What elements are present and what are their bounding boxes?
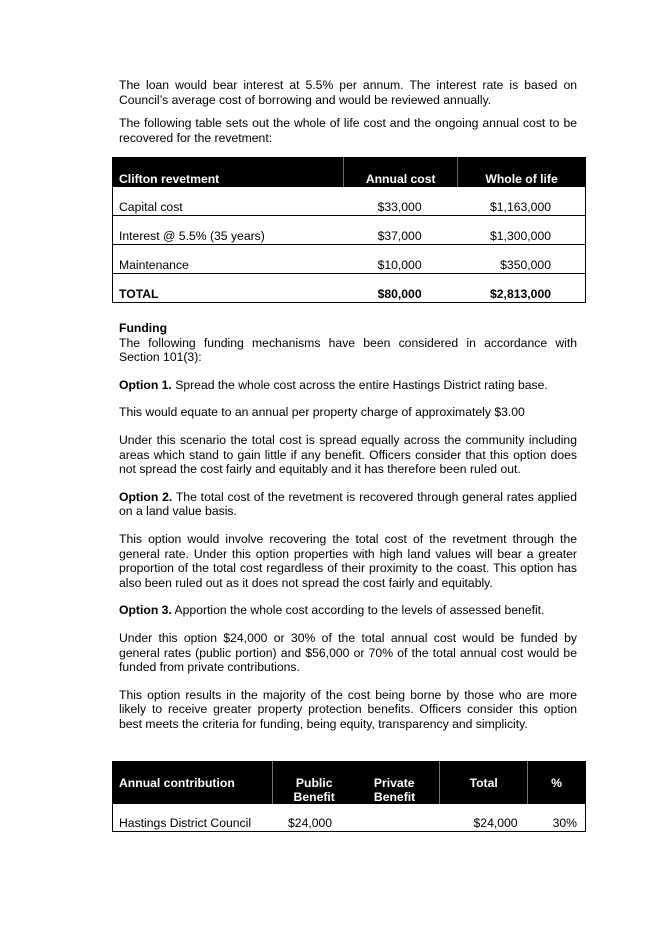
funding-intro: The following funding mechanisms have been considered in accordance with Section 101(3): <box>119 335 577 365</box>
cost-table <box>112 157 586 303</box>
percent-cell: 30% <box>552 816 577 830</box>
whole-life-cell: $2,813,000 <box>458 274 586 303</box>
option2-paragraph <box>119 490 577 519</box>
col-header-total: Total <box>440 762 528 805</box>
annual-cost-cell: $10,000 <box>344 245 458 274</box>
col-header-private: Private Benefit <box>356 762 440 805</box>
col-header-public: Public Benefit <box>272 762 356 805</box>
row-label: Capital cost <box>119 200 183 214</box>
table-row-total <box>113 274 586 303</box>
col-header-item: Clifton revetment <box>113 158 344 188</box>
row-label: TOTAL <box>113 274 344 303</box>
option1-charge-paragraph: This would equate to an annual per property charge of approximately $3.00 <box>119 405 525 420</box>
contribution-table <box>112 761 586 832</box>
annual-cost-cell: $33,000 <box>377 200 422 214</box>
option1-paragraph <box>119 378 577 393</box>
contribution-table-header <box>113 762 586 805</box>
funding-heading: Funding <box>119 321 168 335</box>
option2-text: The total cost of the revetment is recovered through general rates applied on a land value basis. <box>119 489 577 519</box>
table-row <box>113 216 586 245</box>
option3-paragraph <box>119 603 577 618</box>
annual-cost-cell: $80,000 <box>344 274 458 303</box>
annual-cost-cell: $37,000 <box>344 216 458 245</box>
private-benefit-cell <box>356 804 440 832</box>
table-row <box>113 245 586 274</box>
option1-scenario-paragraph: Under this scenario the total cost is spread equally across the community including areas which stand to gain little if any benefit. Officers consider that this option does not spread the cost fairly and equitably and it has therefore been ruled out. <box>119 432 577 477</box>
total-cell: $24,000 <box>473 816 518 830</box>
col-header-percent: % <box>528 762 586 805</box>
table-row <box>113 804 586 832</box>
document-body <box>119 78 577 145</box>
col-header-annual: Annual cost <box>344 158 458 188</box>
option1-label: Option 1. <box>119 377 172 392</box>
public-benefit-cell: $24,000 <box>288 816 333 830</box>
option1-text: Spread the whole cost across the entire Hastings District rating base. <box>171 377 548 392</box>
row-label: Interest @ 5.5% (35 years) <box>113 216 344 245</box>
table-intro-paragraph: The following table sets out the whole of life cost and the ongoing annual cost to be recovered for the revetment: <box>119 116 577 145</box>
col-header-whole-life: Whole of life <box>458 158 586 188</box>
option3-text: Apportion the whole cost according to the levels of assessed benefit. <box>171 603 545 618</box>
option3-conclusion-paragraph: This option results in the majority of the cost being borne by those who are more likely to receive greater property protection benefits. Officers consider this option best meets the criteria for funding, being equity, transparency and simplicity. <box>119 687 577 731</box>
cost-table-header <box>113 158 586 188</box>
contributor-cell: Hastings District Council <box>119 816 252 830</box>
option2-label: Option 2. <box>119 489 173 504</box>
row-label: Maintenance <box>113 245 344 274</box>
whole-life-cell: $350,000 <box>458 245 586 274</box>
option3-label: Option 3. <box>119 603 172 618</box>
option2-detail-paragraph: This option would involve recovering the total cost of the revetment through the general rate. Under this option properties with high land values will bear a greater proportion of the total cost regardless of their proximity to the coast. This option has also been ruled out as it does not spread the cost fairly and equitably. <box>119 531 577 590</box>
whole-life-cell: $1,300,000 <box>458 216 586 245</box>
col-header-contribution: Annual contribution <box>113 762 273 805</box>
table-row <box>113 187 586 216</box>
funding-section <box>119 321 577 731</box>
interest-paragraph: The loan would bear interest at 5.5% per annum. The interest rate is based on Council’s average cost of borrowing and would be reviewed annually. <box>119 78 577 107</box>
whole-life-cell: $1,163,000 <box>490 200 551 214</box>
option3-detail-paragraph: Under this option $24,000 or 30% of the total annual cost would be funded by general rates (public portion) and $56,000 or 70% of the total annual cost would be funded from private contributions. <box>119 630 577 675</box>
